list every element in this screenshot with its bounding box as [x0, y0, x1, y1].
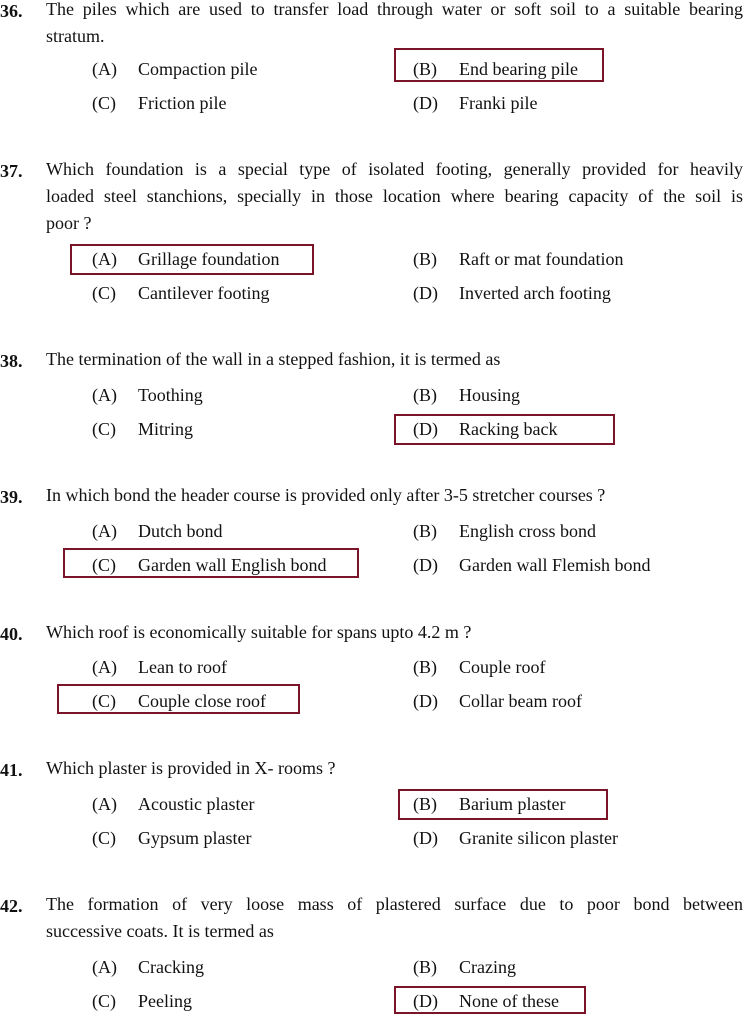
question-line: The termination of the wall in a stepped fashion, it is termed as [46, 349, 501, 369]
option-label: (C) [92, 828, 116, 848]
answer-highlight-box [394, 414, 615, 445]
option-text: None of these [459, 991, 559, 1011]
option-label: (A) [92, 521, 117, 541]
question-number: 42. [0, 896, 23, 916]
option-label: (D) [413, 419, 438, 439]
option-text: Garden wall English bond [138, 555, 327, 575]
question-text [46, 346, 743, 373]
option-label: (B) [413, 794, 437, 814]
answer-highlight-box [394, 986, 586, 1014]
option-text: Friction pile [138, 93, 227, 113]
option-label: (D) [413, 991, 438, 1011]
question-line: poor ? [46, 213, 92, 233]
question-number: 41. [0, 760, 23, 780]
option-text: Couple roof [459, 657, 546, 677]
option-text: Garden wall Flemish bond [459, 555, 651, 575]
question-line: The formation of very loose mass of plastered surface due to poor bond between [46, 894, 743, 914]
question-line: stratum. [46, 26, 105, 46]
question-line: successive coats. It is termed as [46, 921, 274, 941]
option-text: Mitring [138, 419, 194, 439]
option-text: End bearing pile [459, 59, 578, 79]
option-text: Gypsum plaster [138, 828, 252, 848]
answer-highlight-box [63, 548, 359, 578]
option-text: English cross bond [459, 521, 596, 541]
option-label: (D) [413, 691, 438, 711]
answer-highlight-box [394, 48, 604, 82]
option-text: Raft or mat foundation [459, 249, 624, 269]
option-text: Lean to roof [138, 657, 227, 677]
option-label: (B) [413, 657, 437, 677]
option-label: (D) [413, 283, 438, 303]
option-text: Dutch bond [138, 521, 223, 541]
question-number: 39. [0, 487, 23, 507]
option-text: Inverted arch footing [459, 283, 611, 303]
question-line: Which foundation is a special type of isolated footing, generally provided for heavily [46, 159, 743, 179]
option-text: Crazing [459, 957, 516, 977]
option-label: (A) [92, 657, 117, 677]
option-label: (B) [413, 957, 437, 977]
question-text [46, 891, 743, 945]
option-label: (B) [413, 385, 437, 405]
option-text: Acoustic plaster [138, 794, 255, 814]
option-label: (A) [92, 59, 117, 79]
option-label: (C) [92, 93, 116, 113]
option-text: Compaction pile [138, 59, 258, 79]
option-text: Couple close roof [138, 691, 266, 711]
option-text: Cracking [138, 957, 204, 977]
option-text: Granite silicon plaster [459, 828, 618, 848]
question-number: 38. [0, 351, 23, 371]
question-number: 36. [0, 1, 23, 21]
option-label: (D) [413, 828, 438, 848]
option-text: Collar beam roof [459, 691, 582, 711]
question-line: loaded steel stanchions, specially in those location where bearing capacity of the soil is [46, 186, 743, 206]
question-line: Which roof is economically suitable for spans upto 4.2 m ? [46, 622, 472, 642]
option-label: (C) [92, 691, 116, 711]
answer-highlight-box [57, 684, 300, 714]
question-line: In which bond the header course is provided only after 3-5 stretcher courses ? [46, 485, 606, 505]
question-line: The piles which are used to transfer load through water or soft soil to a suitable bearing [46, 0, 743, 19]
option-text: Cantilever footing [138, 283, 270, 303]
question-text [46, 619, 743, 646]
option-label: (D) [413, 93, 438, 113]
option-label: (D) [413, 555, 438, 575]
option-label: (A) [92, 385, 117, 405]
question-text [46, 0, 743, 50]
option-label: (A) [92, 957, 117, 977]
option-label: (A) [92, 794, 117, 814]
question-text [46, 482, 743, 509]
option-label: (A) [92, 249, 117, 269]
option-label: (B) [413, 59, 437, 79]
option-text: Housing [459, 385, 521, 405]
option-text: Racking back [459, 419, 558, 439]
option-label: (C) [92, 283, 116, 303]
option-label: (B) [413, 249, 437, 269]
question-text [46, 156, 743, 237]
question-number: 37. [0, 161, 23, 181]
option-text: Grillage foundation [138, 249, 280, 269]
question-text [46, 755, 743, 782]
option-text: Barium plaster [459, 794, 566, 814]
option-label: (B) [413, 521, 437, 541]
answer-highlight-box [70, 244, 314, 275]
option-text: Toothing [138, 385, 203, 405]
answer-highlight-box [398, 789, 608, 820]
option-text: Peeling [138, 991, 192, 1011]
question-line: Which plaster is provided in X- rooms ? [46, 758, 336, 778]
question-number: 40. [0, 624, 23, 644]
option-text: Franki pile [459, 93, 538, 113]
option-label: (C) [92, 419, 116, 439]
option-label: (C) [92, 991, 116, 1011]
option-label: (C) [92, 555, 116, 575]
